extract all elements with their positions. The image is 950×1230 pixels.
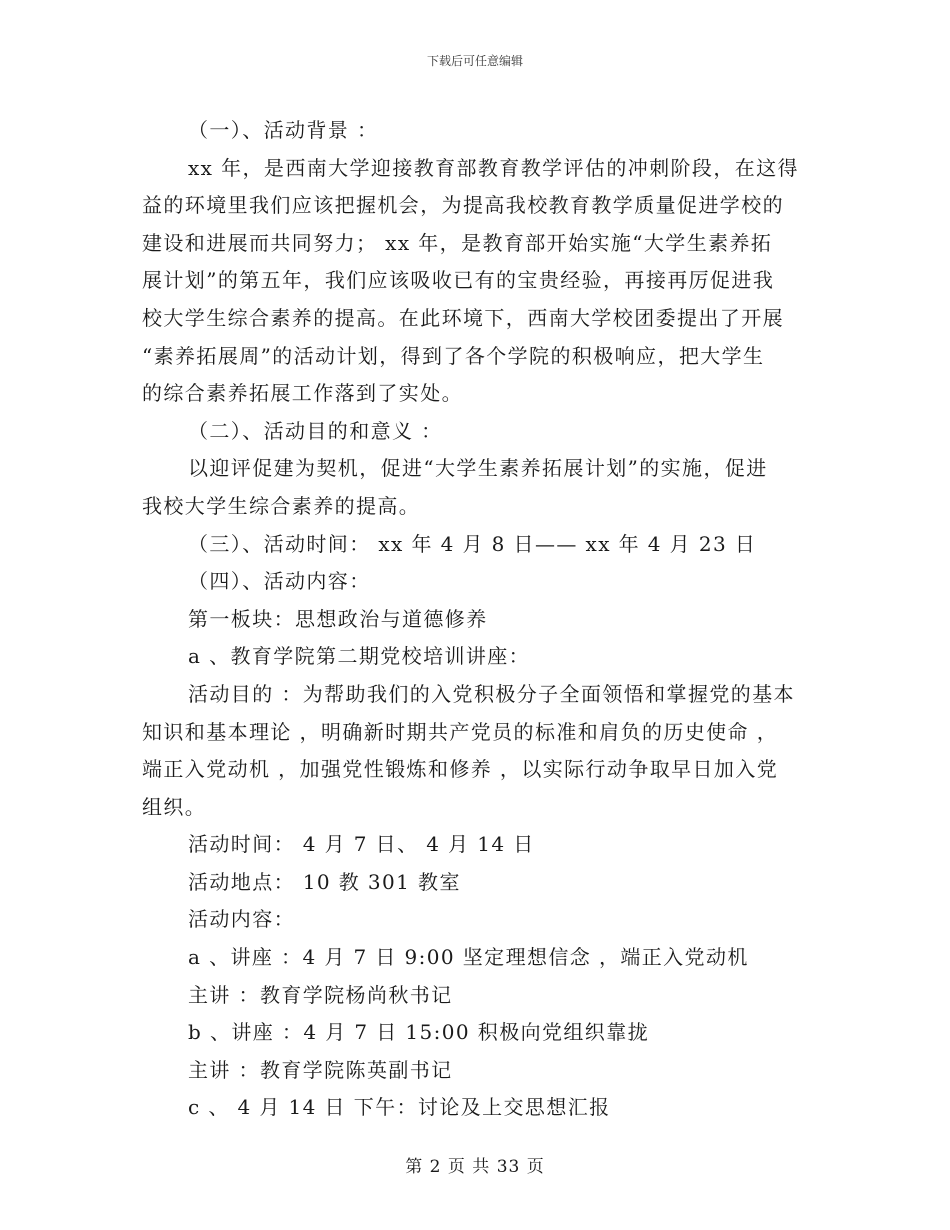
paragraph-line: 展计划”的第五年，我们应该吸收已有的宝贵经验，再接再厉促进我 xyxy=(142,268,775,293)
paragraph-line: 的综合素养拓展工作落到了实处。 xyxy=(142,381,463,406)
detail-line: c 、 4 月 14 日 下午：讨论及上交思想汇报 xyxy=(188,1095,611,1120)
page-header-note: 下载后可任意编辑 xyxy=(426,54,523,68)
paragraph-line: xx 年，是西南大学迎接教育部教育教学评估的冲刺阶段，在这得 xyxy=(188,155,799,180)
document-body xyxy=(142,112,810,1127)
paragraph-line: 以迎评促建为契机，促进“大学生素养拓展计划”的实施，促进 xyxy=(188,456,768,481)
detail-line: b 、讲座 ：4 月 7 日 15:00 积极向党组织靠拢 xyxy=(188,1020,649,1045)
paragraph-line: “素养拓展周”的活动计划，得到了各个学院的积极响应，把大学生 xyxy=(142,343,765,368)
detail-line: 主讲 ：教育学院陈英副书记 xyxy=(188,1057,453,1082)
detail-line: 活动地点： 10 教 301 教室 xyxy=(188,869,461,894)
detail-line: 活动内容： xyxy=(188,907,295,932)
paragraph-line: 建设和进展而共同努力； xx 年，是教育部开始实施“大学生素养拓 xyxy=(142,230,773,255)
paragraph-line: 益的环境里我们应该把握机会，为提高我校教育教学质量促进学校的 xyxy=(142,193,784,218)
block-heading: 第一板块：思想政治与道德修养 xyxy=(188,606,488,631)
detail-line: 活动时间： 4 月 7 日、 4 月 14 日 xyxy=(188,832,535,857)
paragraph-line: 校大学生综合素养的提高。在此环境下，西南大学校团委提出了开展 xyxy=(142,305,784,330)
section-heading-time: （三）、活动时间： xx 年 4 月 8 日—— xx 年 4 月 23 日 xyxy=(188,531,757,556)
section-heading-background: （一）、活动背景 ： xyxy=(188,118,379,142)
item-heading: a 、教育学院第二期党校培训讲座： xyxy=(188,644,531,669)
section-heading-purpose: （二）、活动目的和意义 ： xyxy=(188,418,443,443)
page-number: 第 2 页 共 33 页 xyxy=(405,1157,545,1177)
paragraph-line: 知识和基本理论 ，明确新时期共产党员的标准和肩负的历史使命 ， xyxy=(142,719,779,744)
paragraph-line: 组织。 xyxy=(142,794,207,819)
paragraph-line: 活动目的 ：为帮助我们的入党积极分子全面领悟和掌握党的基本 xyxy=(188,681,795,706)
paragraph-line: 端正入党动机 ，加强党性锻炼和修养 ，以实际行动争取早日加入党 xyxy=(142,757,779,782)
detail-line: 主讲 ：教育学院杨尚秋书记 xyxy=(188,982,453,1007)
detail-line: a 、讲座 ：4 月 7 日 9:00 坚定理想信念 ，端正入党动机 xyxy=(188,945,749,970)
section-heading-content: （四）、活动内容： xyxy=(188,569,371,594)
paragraph-line: 我校大学生综合素养的提高。 xyxy=(142,493,421,518)
